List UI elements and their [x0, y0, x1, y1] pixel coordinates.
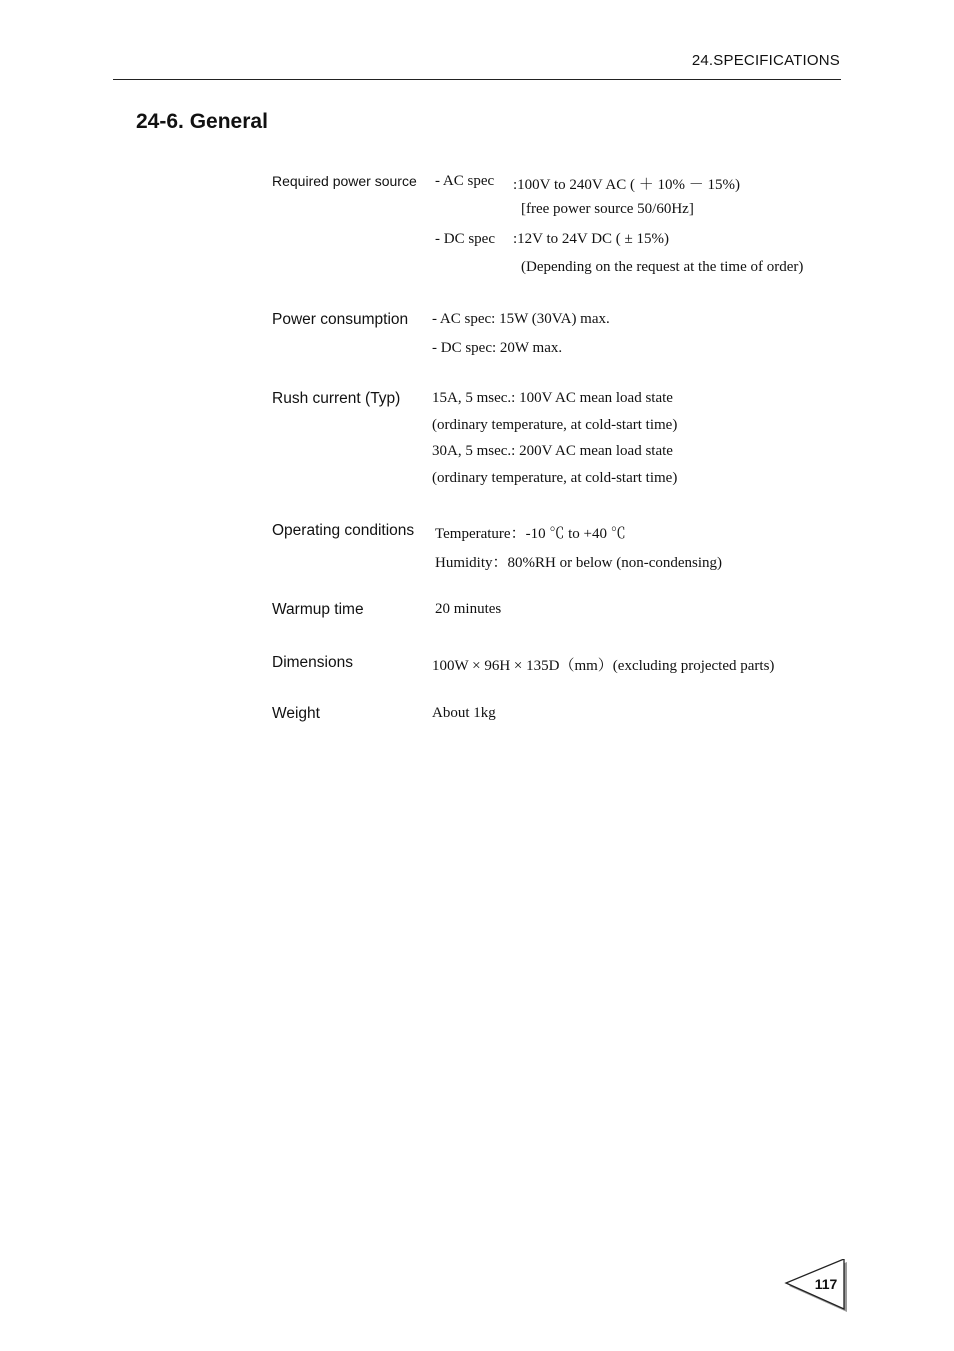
ac-spec-value: :100V to 240V AC ( ＋ 10% － 15%) — [513, 177, 740, 193]
ac-spec-note: [free power source 50/60Hz] — [521, 201, 694, 217]
power-consumption-dc: - DC spec: 20W max. — [432, 340, 563, 356]
header-divider — [113, 79, 841, 80]
rush-current-line-3: 30A, 5 msec.: 200V AC mean load state — [432, 443, 673, 459]
dimensions-label: Dimensions — [272, 654, 353, 671]
page-number: 117 — [814, 1276, 838, 1292]
power-consumption-label: Power consumption — [272, 311, 409, 328]
rush-current-line-1: 15A, 5 msec.: 100V AC mean load state — [432, 390, 673, 406]
power-consumption-ac: - AC spec: 15W (30VA) max. — [432, 311, 610, 327]
warmup-time-label: Warmup time — [272, 601, 364, 618]
rush-current-line-4: (ordinary temperature, at cold-start time) — [432, 470, 678, 486]
weight-label: Weight — [272, 705, 320, 722]
operating-conditions-label: Operating conditions — [272, 522, 415, 539]
dc-spec-note: (Depending on the request at the time of order) — [521, 259, 804, 275]
chapter-header: 24.SPECIFICATIONS — [691, 52, 840, 69]
dc-spec-value: :12V to 24V DC ( ± 15%) — [513, 231, 670, 247]
warmup-time-value: 20 minutes — [435, 601, 502, 617]
rush-current-line-2: (ordinary temperature, at cold-start time) — [432, 417, 678, 433]
dimensions-value: 100W × 96H × 135D（mm）(excluding projected parts) — [432, 658, 775, 674]
weight-value: About 1kg — [432, 705, 496, 721]
section-title: 24-6. General — [136, 110, 268, 133]
humidity-value: Humidity：80%RH or below (non-condensing) — [435, 555, 723, 571]
ac-spec-label: - AC spec — [435, 173, 495, 189]
rush-current-label: Rush current (Typ) — [272, 390, 401, 407]
power-source-label: Required power source — [272, 173, 417, 189]
dc-spec-label: - DC spec — [435, 231, 495, 247]
temperature-value: Temperature：-10 ℃ to +40 ℃ — [435, 526, 626, 542]
